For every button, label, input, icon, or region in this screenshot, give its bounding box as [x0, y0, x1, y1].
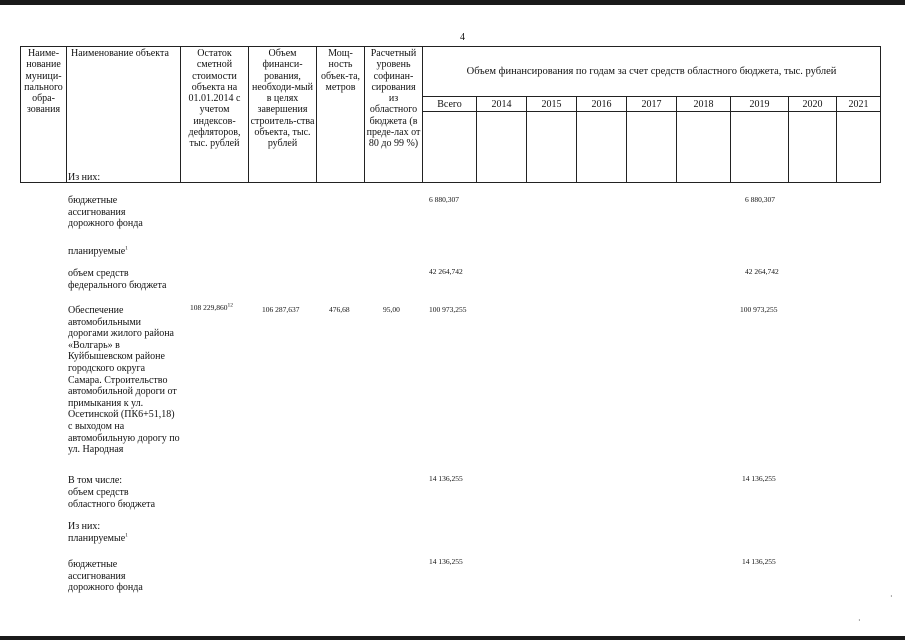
- row-of-them-label: Из них:: [68, 172, 101, 183]
- header-blank-cell: [527, 112, 577, 183]
- header-year-2018: 2018: [677, 97, 731, 112]
- row-federal-2019: 42 264,742: [745, 267, 779, 276]
- row-regional-2019: 14 136,255: [742, 474, 776, 483]
- row-road-fund-label: бюджетные ассигнования дорожного фонда: [68, 195, 143, 230]
- header-blank-cell: [789, 112, 837, 183]
- row-road-fund-2019: 6 880,307: [745, 195, 775, 204]
- header-capacity: Мощ-ность объек-та, метров: [317, 47, 365, 183]
- header-blank-cell: [731, 112, 789, 183]
- header-remaining-cost: Остаток сметной стоимости объекта на 01.01.2014 с учетом индексов-дефляторов, тыс. рублей: [181, 47, 249, 183]
- footnote-marker: 12: [227, 302, 233, 309]
- header-municipality: Наиме-нование муници-пального обра-зования: [21, 47, 67, 183]
- header-year-2017: 2017: [627, 97, 677, 112]
- header-funding-caption: Объем финансирования по годам за счет средств областного бюджета, тыс. рублей: [423, 47, 881, 97]
- row-project-cofinancing: 95,00: [383, 305, 400, 314]
- row-project-2019: 100 973,255: [740, 305, 778, 314]
- header-financing-volume: Объем финанси-рования, необходи-мый в целях завершения строитель-ства объекта, тыс. рублей: [249, 47, 317, 183]
- scan-speck: ·: [858, 616, 861, 625]
- row-federal-total: 42 264,742: [429, 267, 463, 276]
- header-year-2021: 2021: [837, 97, 881, 112]
- row-project-remaining-cost: [190, 303, 233, 313]
- header-object-name: Наименование объекта: [67, 47, 181, 183]
- header-cofinancing-level: Расчетный уровень софинан-сирования из областного бюджета (в преде-лах от 80 до 99 %): [365, 47, 423, 183]
- row-project-capacity: 476,68: [329, 305, 350, 314]
- row-road-fund-2-total: 14 136,255: [429, 557, 463, 566]
- page-number: 4: [460, 32, 465, 43]
- financing-table-header: [20, 46, 881, 183]
- row-road-fund-label-2: бюджетные ассигнования дорожного фонда: [68, 559, 143, 594]
- row-road-fund-2-2019: 14 136,255: [742, 557, 776, 566]
- header-year-2016: 2016: [577, 97, 627, 112]
- row-project-total: 100 973,255: [429, 305, 467, 314]
- scan-speck: ·: [890, 592, 893, 601]
- footnote-marker: 1: [125, 532, 128, 539]
- header-blank-cell: [677, 112, 731, 183]
- header-year-2015: 2015: [527, 97, 577, 112]
- footnote-marker: 1: [125, 245, 128, 252]
- row-project-name: Обеспечение автомобильными дорогами жилого района «Волгарь» в Куйбышевском районе городского округа Самара. Строительство автомобильной дороги от примыкания к ул. Осетинской (ПК6+51,18) с выходом на автомобильную дорогу по ул. Народная: [68, 305, 180, 456]
- header-blank-cell: [423, 112, 477, 183]
- row-regional-total: 14 136,255: [429, 474, 463, 483]
- header-year-2020: 2020: [789, 97, 837, 112]
- row-road-fund-total: 6 880,307: [429, 195, 459, 204]
- row-regional-label: объем средств областного бюджета: [68, 487, 156, 510]
- row-project-volume: 106 287,637: [262, 305, 300, 314]
- remaining-value: 108 229,860: [190, 303, 228, 312]
- header-year-2014: 2014: [477, 97, 527, 112]
- row-including-label: В том числе:: [68, 475, 123, 486]
- row-planned-label: [68, 246, 183, 258]
- header-total: Всего: [423, 97, 477, 112]
- planned-text: планируемые: [68, 533, 126, 544]
- header-year-2019: 2019: [731, 97, 789, 112]
- header-blank-cell: [627, 112, 677, 183]
- header-blank-cell: [477, 112, 527, 183]
- bottom-scan-edge: [0, 636, 905, 640]
- row-planned-label-2: [68, 533, 183, 545]
- row-federal-label: объем средств федерального бюджета: [68, 268, 167, 291]
- header-blank-cell: [577, 112, 627, 183]
- top-scan-edge: [0, 0, 905, 5]
- row-of-them-label-2: Из них:: [68, 521, 101, 532]
- planned-text: планируемые: [68, 246, 126, 257]
- header-blank-cell: [837, 112, 881, 183]
